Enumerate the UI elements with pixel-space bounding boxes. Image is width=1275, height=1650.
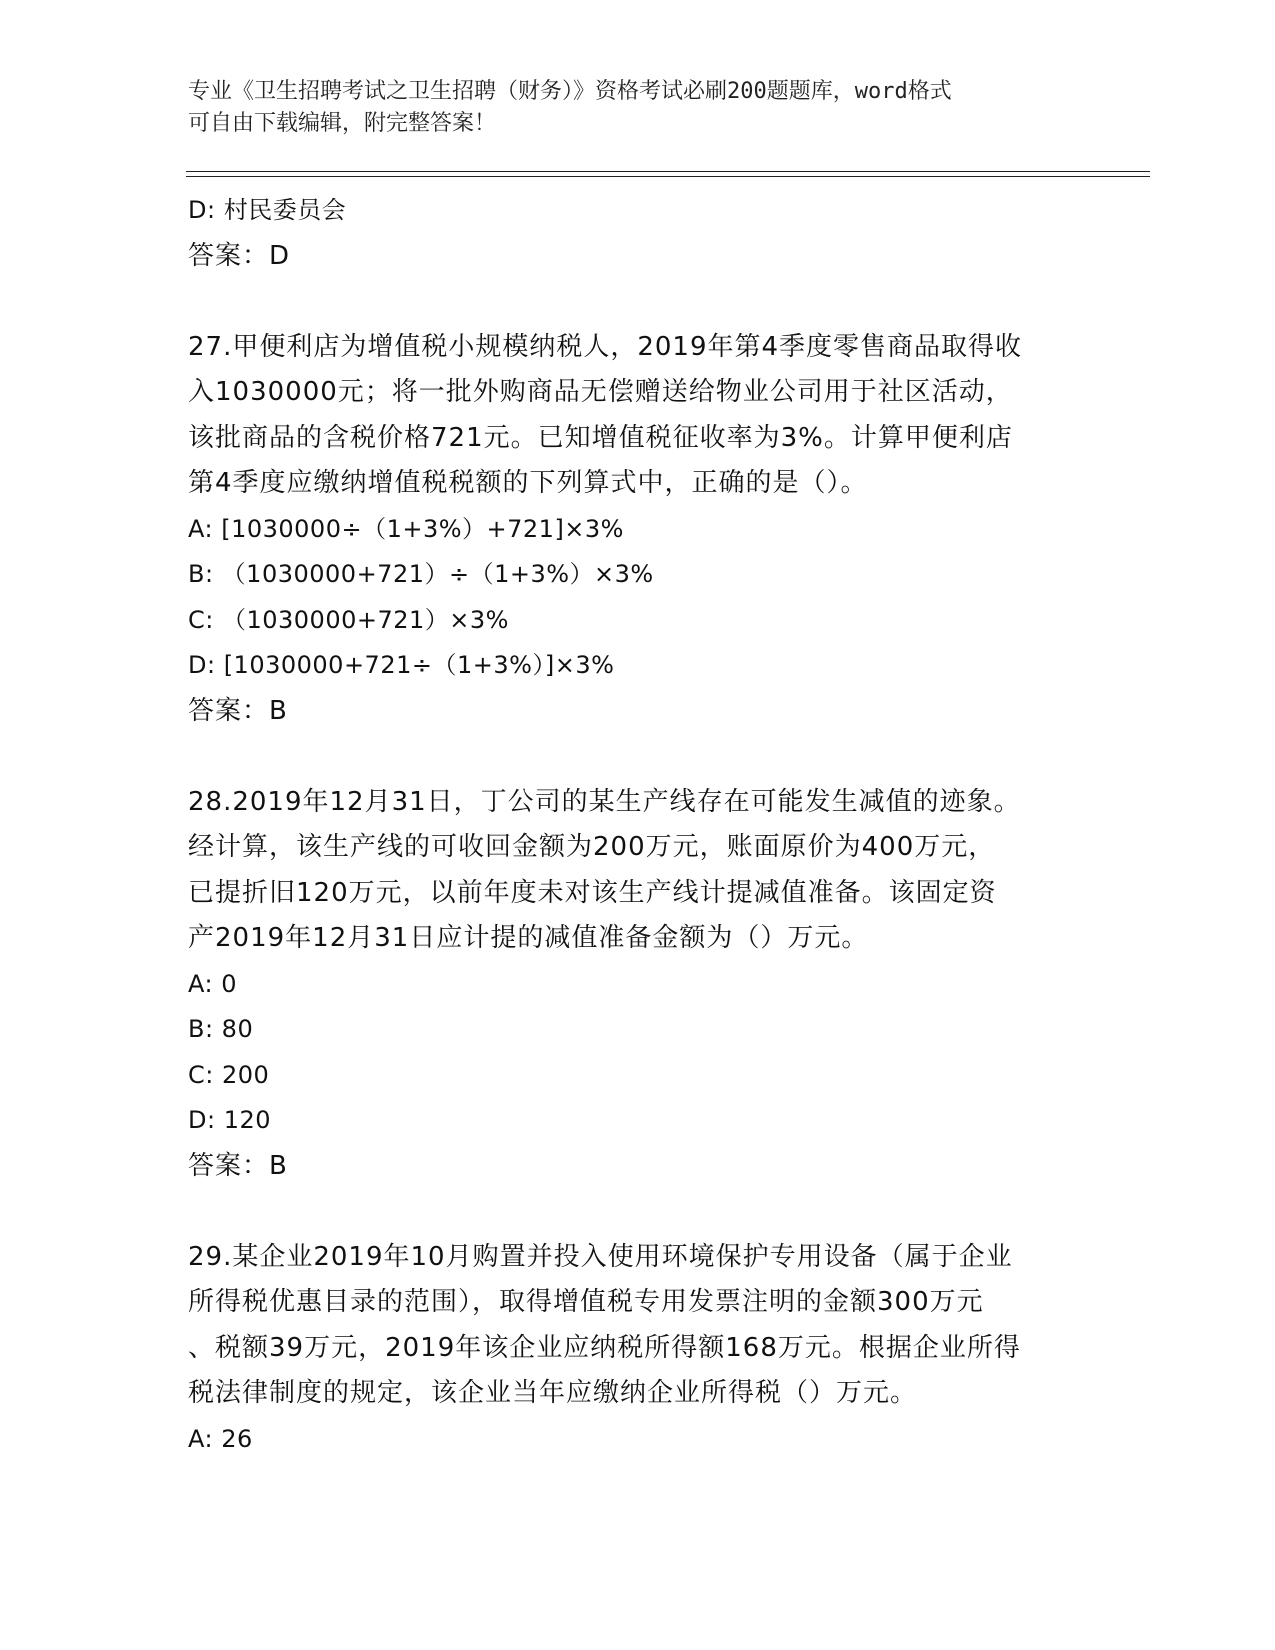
header-rule-top: [186, 171, 1150, 172]
option-line: A: [1030000÷（1+3%）+721]×3%: [188, 514, 624, 543]
spacer: [188, 734, 1088, 780]
option-line: B: 80: [188, 1015, 254, 1043]
question-line: 入1030000元；将一批外购商品无偿赠送给物业公司用于社区活动，: [188, 377, 1013, 407]
option-line: D: 村民委员会: [188, 196, 347, 224]
option-line: B: （1030000+721）÷（1+3%）×3%: [188, 560, 654, 588]
answer-line: 答案：D: [188, 240, 291, 271]
option-line: A: 0: [188, 969, 237, 998]
header-line-1: 专业《卫生招聘考试之卫生招聘（财务）》资格考试必刷200题题库，word格式: [188, 79, 952, 104]
question-line: 28.2019年12月31日，丁公司的某生产线存在可能发生减值的迹象。: [188, 786, 1021, 817]
option-line: A: 26: [188, 1424, 253, 1453]
question-line: 经计算，该生产线的可收回金额为200万元，账面原价为400万元，: [188, 832, 996, 862]
question-line: 税法律制度的规定，该企业当年应缴纳企业所得税（）万元。: [188, 1378, 918, 1408]
header-rule-bottom: [186, 176, 1150, 177]
answer-line: 答案：B: [188, 695, 288, 726]
question-line: 该批商品的含税价格721元。已知增值税征收率为3%。计算甲便利店: [188, 422, 1013, 453]
question-line: 已提折旧120万元，以前年度未对该生产线计提减值准备。该固定资: [188, 877, 997, 908]
question-line: 、税额39万元，2019年该企业应纳税所得额168万元。根据企业所得: [188, 1332, 1021, 1363]
option-line: C: （1030000+721）×3%: [188, 605, 509, 634]
question-line: 产2019年12月31日应计提的减值准备金额为（）万元。: [188, 923, 869, 953]
answer-line: 答案：B: [188, 1150, 288, 1181]
document-header: [188, 76, 1068, 140]
question-content: [188, 188, 1088, 1462]
question-line: 所得税优惠目录的范围），取得增值税专用发票注明的金额300万元: [188, 1287, 984, 1317]
spacer: [188, 279, 1088, 325]
question-line: 29.某企业2019年10月购置并投入使用环境保护专用设备（属于企业: [188, 1241, 1013, 1272]
option-line: D: [1030000+721÷（1+3%）]×3%: [188, 651, 615, 679]
question-line: 第4季度应缴纳增值税税额的下列算式中，正确的是（）。: [188, 468, 868, 498]
spacer: [188, 1189, 1088, 1235]
option-line: C: 200: [188, 1060, 270, 1089]
question-line: 27.甲便利店为增值税小规模纳税人，2019年第4季度零售商品取得收: [188, 331, 1023, 362]
header-line-2: 可自由下载编辑，附完整答案！: [188, 111, 497, 136]
option-line: D: 120: [188, 1106, 272, 1134]
